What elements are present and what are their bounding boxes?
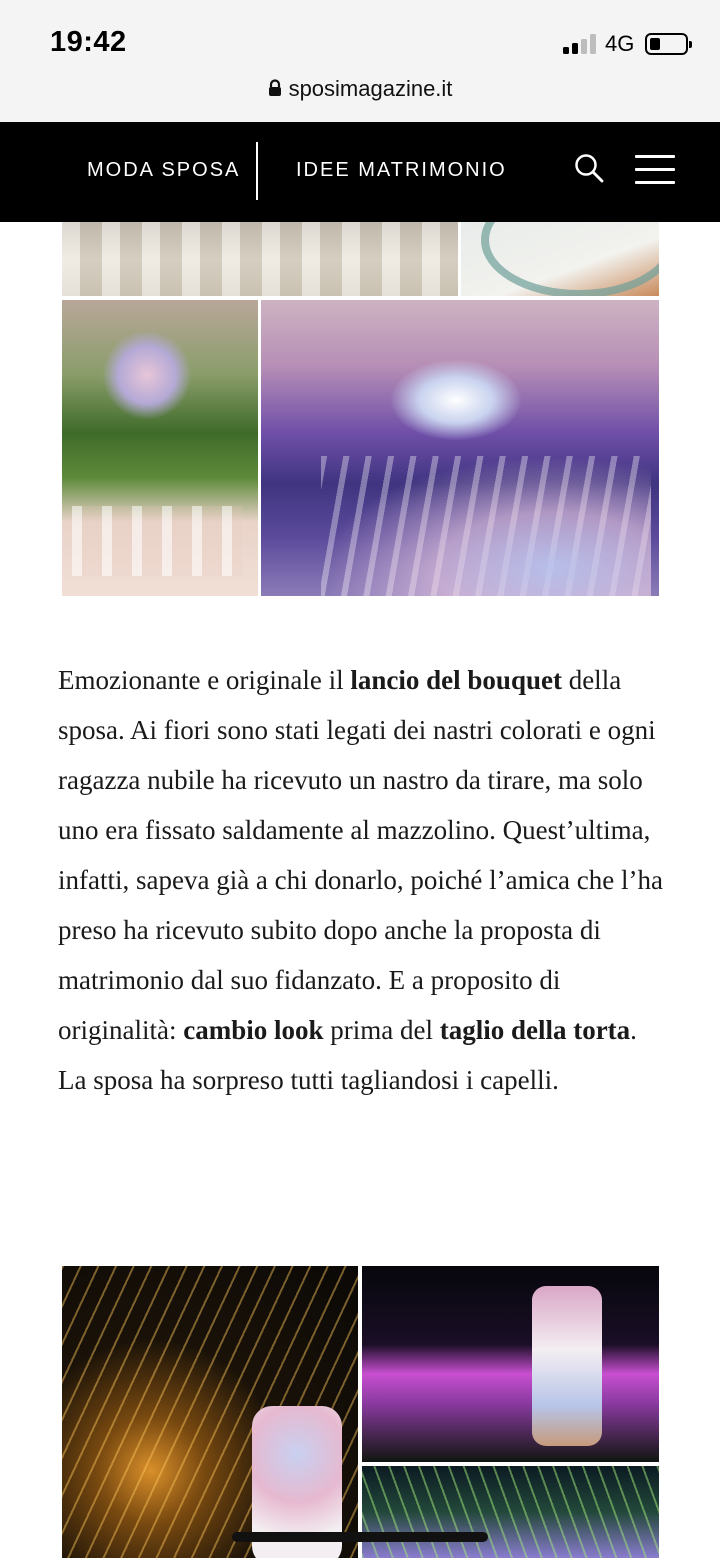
- lock-icon: [268, 79, 282, 97]
- search-icon[interactable]: [573, 152, 605, 184]
- signal-icon: [563, 34, 599, 54]
- article-text: . La sposa ha sorpreso tutti tagliandosi i capelli.: [58, 1015, 637, 1095]
- address-bar[interactable]: [0, 76, 720, 102]
- status-bar: [0, 0, 720, 122]
- network-type: 4G: [605, 31, 635, 56]
- url-text: sposimagazine.it: [288, 76, 453, 101]
- gallery-photo-reception-hall[interactable]: [261, 300, 659, 596]
- article-text: Emozionante e originale il: [58, 665, 351, 695]
- gallery-photo-table-setting[interactable]: [62, 222, 458, 296]
- nav-idee-matrimonio[interactable]: IDEE MATRIMONIO: [296, 159, 507, 181]
- article-text: della sposa. Ai fiori sono stati legati dei nastri colorati e ogni ragazza nubile ha ricevuto un nastro da tirare, ma solo uno era fissato saldamente al mazzolino. Quest’ultima, infatti, sapeva già a chi donarlo, poiché l’amica che l’ha preso ha ricevuto subito dopo anche la proposta di matrimonio dal suo fidanzato. E a proposito di originalità:: [58, 665, 663, 1045]
- home-indicator[interactable]: [232, 1532, 488, 1542]
- gallery-photo-plate[interactable]: [461, 222, 659, 296]
- gallery-photo-fireworks[interactable]: [362, 1466, 659, 1558]
- article-bold-text: taglio della torta: [439, 1015, 631, 1045]
- battery-icon: [645, 33, 688, 55]
- nav-moda-sposa[interactable]: MODA SPOSA: [87, 159, 241, 181]
- gallery-photo-garden-tables[interactable]: [62, 300, 258, 596]
- clock: 19:42: [50, 26, 127, 58]
- gallery-photo-fireworks-cake[interactable]: [62, 1266, 358, 1558]
- article-paragraph: [58, 655, 668, 1105]
- article-bold-text: cambio look: [183, 1015, 324, 1045]
- article-bold-text: lancio del bouquet: [350, 665, 562, 695]
- nav-divider: [256, 142, 258, 200]
- gallery-photo-villa-cake[interactable]: [362, 1266, 659, 1462]
- site-navbar: [0, 122, 720, 222]
- menu-icon[interactable]: [635, 155, 675, 185]
- article-text: prima del: [323, 1015, 440, 1045]
